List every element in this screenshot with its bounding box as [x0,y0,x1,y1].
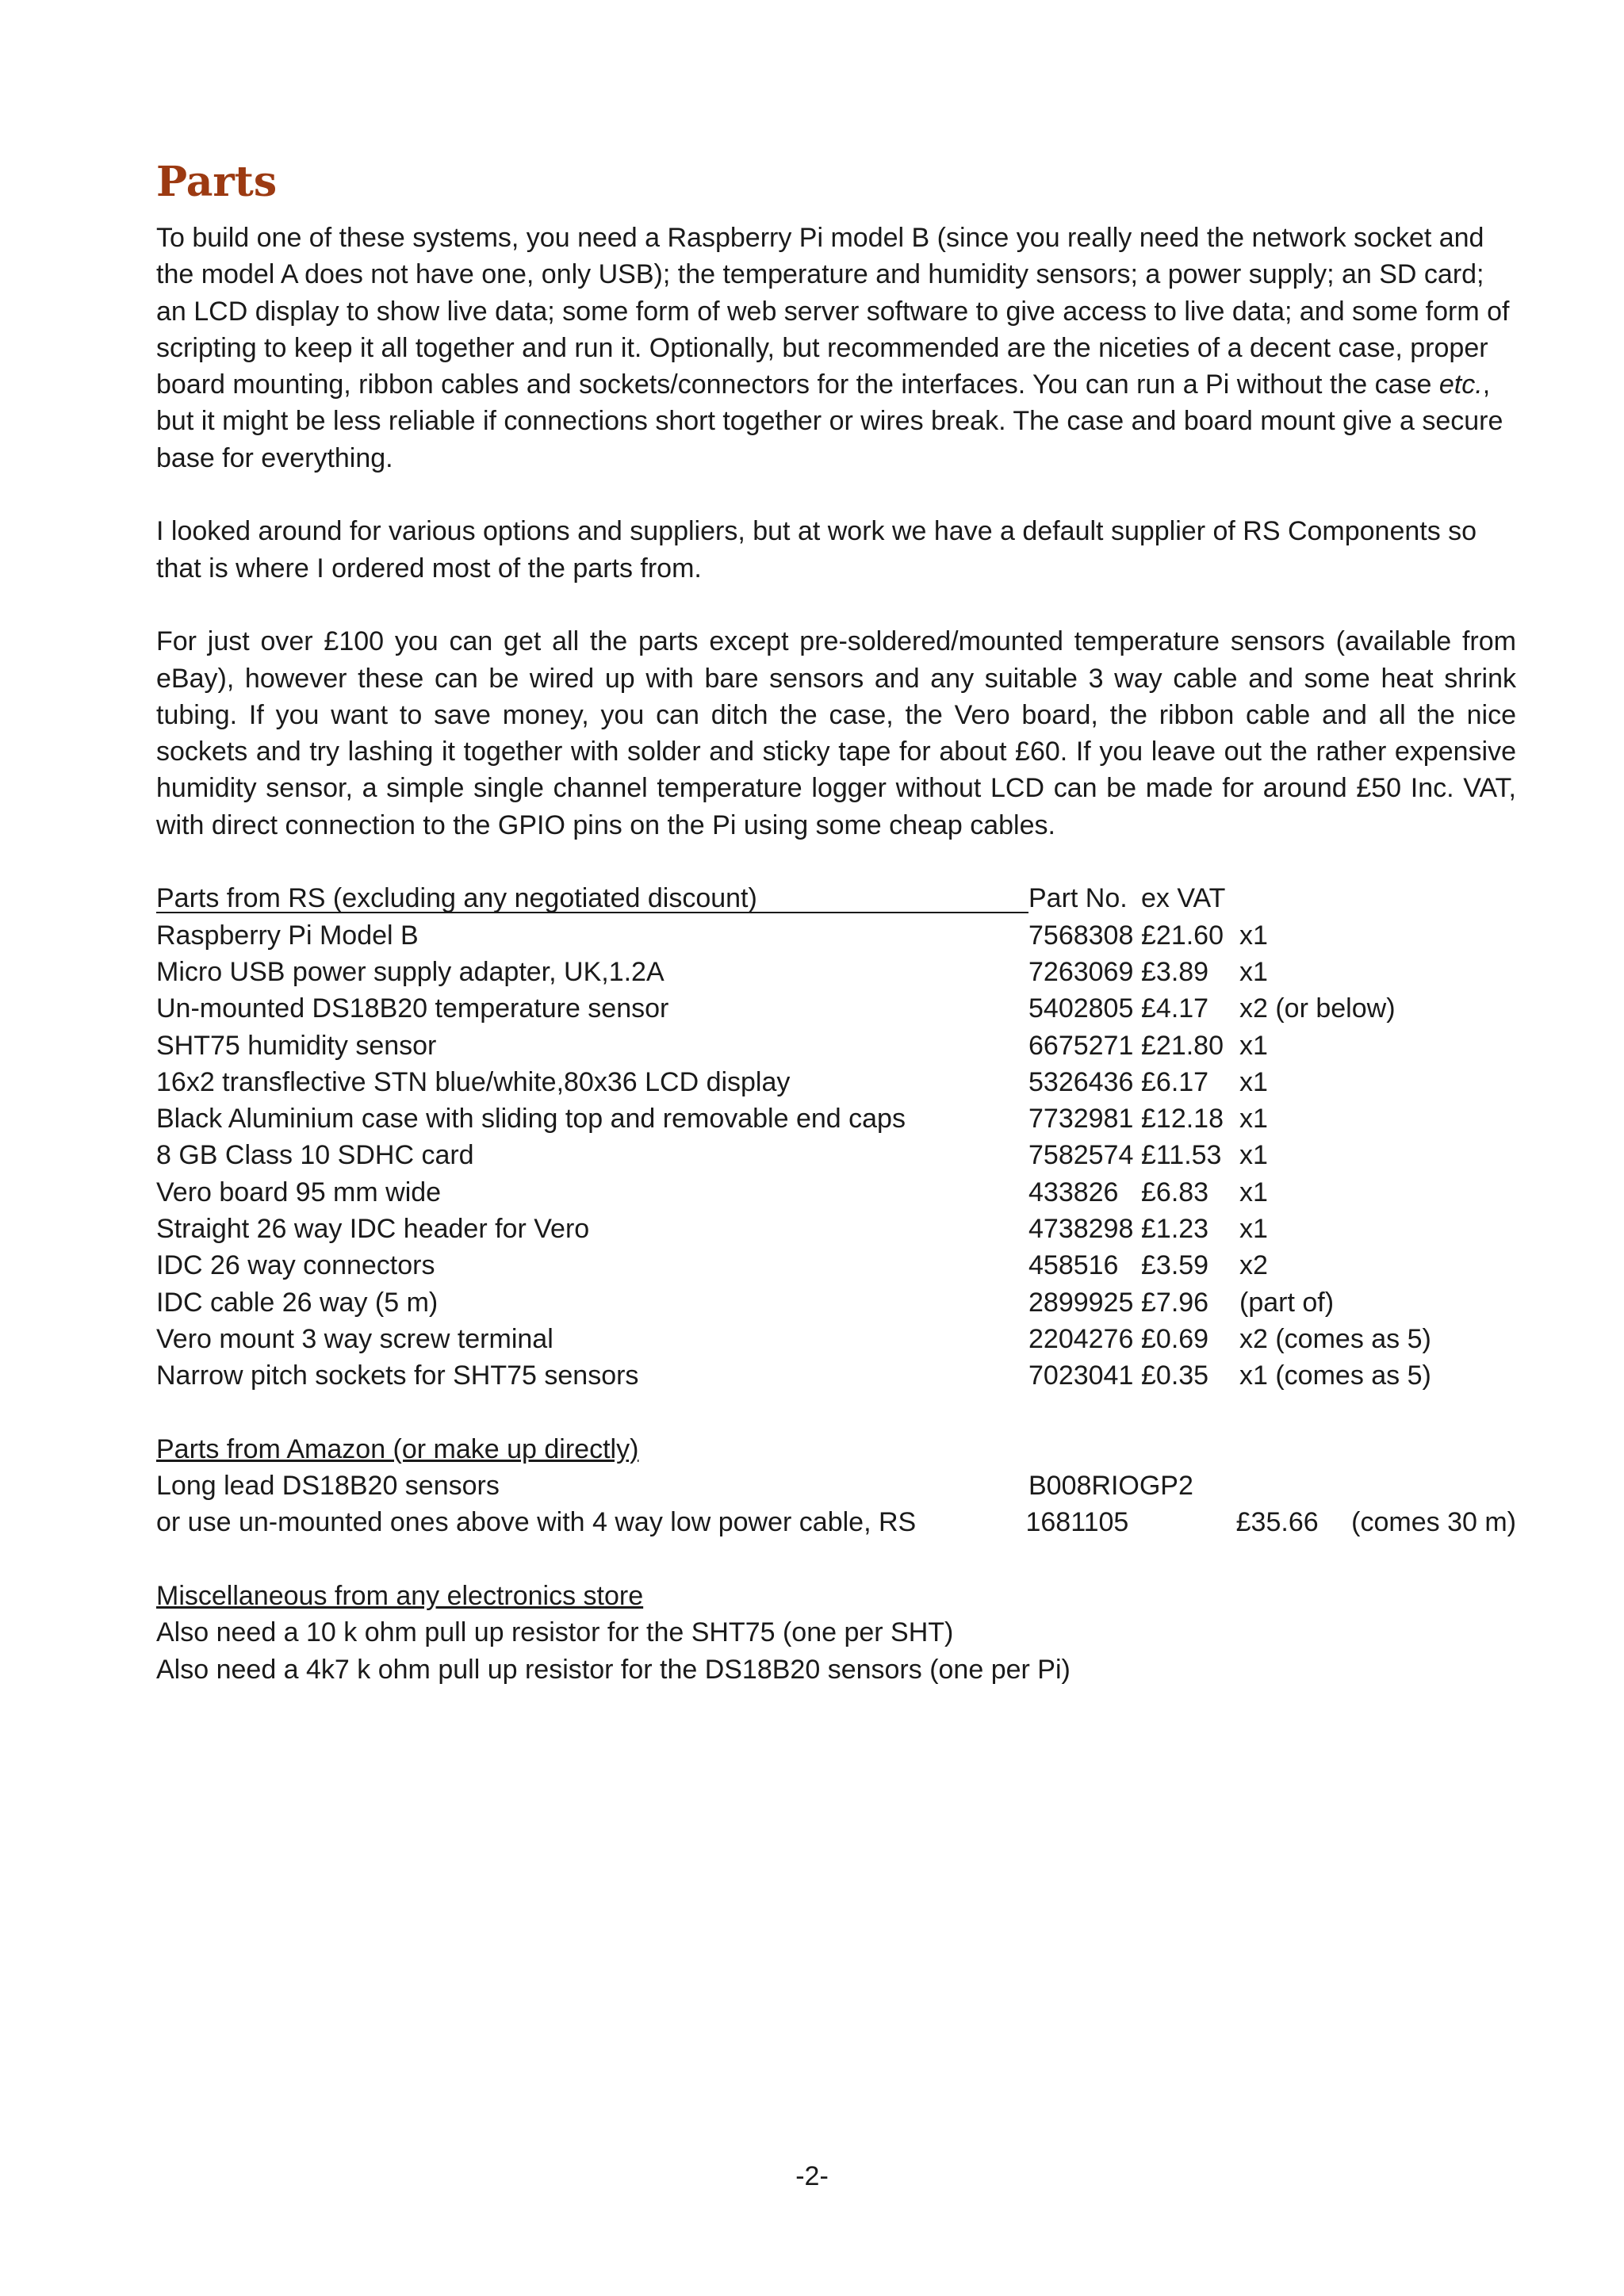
part-price: £21.80 [1141,1030,1224,1061]
part-price: £3.59 [1141,1250,1209,1281]
cost-paragraph: For just over £100 you can get all the parts except pre-soldered/mounted temperature sensors (available from eBay), however these can be wired up with bare sensors and any suitable 3 way cable and some heat shrink tubing. If you want to save money, you can ditch the case, the Vero board, the ribbon cable and all the nice sockets and try lashing it together with solder and sticky tape for about £60. If you leave out the rather expensive humidity sensor, a simple single channel temperature logger without LCD can be made for around £50 Inc. VAT, with direct connection to the GPIO pins on the Pi using some cheap cables. [156,626,1516,840]
misc-lines [156,1614,1516,1688]
part-number: 7582574 [1028,1140,1134,1171]
spacer [156,1395,1516,1431]
part-price: £6.83 [1141,1177,1209,1207]
misc-header: Miscellaneous from any electronics store [156,1580,644,1611]
table-row [156,1468,1516,1504]
rs-header-part: Part No. [1028,883,1128,914]
table-row [156,1137,1516,1173]
part-quantity: x1 [1239,920,1268,951]
table-row [156,954,1516,990]
intro-text-em: etc. [1438,369,1483,400]
part-quantity: (part of) [1239,1287,1335,1318]
part-price: £11.53 [1141,1140,1222,1171]
rs-parts-table [156,880,1516,1394]
part-description: Vero board 95 mm wide [156,1177,442,1207]
table-row [156,990,1516,1027]
intro-paragraph [156,220,1516,476]
part-description: 8 GB Class 10 SDHC card [156,1140,474,1171]
intro-text-b: , but it might be less reliable if connections short together or wires break. The case and board mount give a secure base for everything. [156,369,1503,473]
part-quantity: x1 (comes as 5) [1239,1360,1431,1391]
part-quantity: x2 (or below) [1239,993,1396,1024]
part-number: 5326436 [1028,1066,1134,1097]
part-price: £12.18 [1141,1104,1224,1135]
page-number: -2- [795,2161,829,2191]
section-heading: Parts [156,158,278,206]
part-number: 7023041 [1028,1360,1134,1391]
part-description: Straight 26 way IDC header for Vero [156,1214,590,1245]
table-row [156,1174,1516,1211]
part-number: 6675271 [1028,1030,1134,1061]
intro-text-a: To build one of these systems, you need a Raspberry Pi model B (since you really need the network socket and the model A does not have one, only USB); the temperature and humidity sensors; a power supply; an SD card; an LCD display to show live data; some form of web server software to give access to live data; and some form of scripting to keep it all together and run it. Optionally, but recommended are the niceties of a decent case, proper board mounting, ribbon cables and sockets/connectors for the interfaces. You can run a Pi without the case [156,223,1510,400]
part-description: IDC cable 26 way (5 m) [156,1287,439,1318]
part-quantity: x1 [1239,956,1268,987]
table-row [156,1100,1516,1137]
list-item: Also need a 10 k ohm pull up resistor for the SHT75 (one per SHT) [156,1617,954,1648]
part-note: (comes 30 m) [1351,1507,1516,1538]
part-number: 1681105 [1025,1507,1129,1538]
part-price: £0.69 [1141,1323,1209,1354]
part-number: 5402805 [1028,993,1134,1024]
part-description: Black Aluminium case with sliding top and removable end caps [156,1104,906,1135]
part-number: 4738298 [1028,1214,1134,1245]
part-quantity: x1 [1239,1030,1268,1061]
part-quantity: x1 [1239,1214,1268,1245]
part-price: £7.96 [1141,1287,1209,1318]
amazon-header: Parts from Amazon (or make up directly) [156,1433,639,1464]
amazon-header-row [156,1431,1516,1468]
part-number: 2899925 [1028,1287,1134,1318]
part-quantity: x1 [1239,1177,1268,1207]
misc-parts [156,1578,1516,1688]
spacer [156,1541,1516,1578]
part-price: £35.66 [1235,1507,1319,1538]
table-row [156,1504,1516,1540]
part-description: Un-mounted DS18B20 temperature sensor [156,993,669,1024]
part-number: 2204276 [1028,1323,1134,1354]
document-page [156,157,1516,1688]
part-price: £21.60 [1141,920,1224,951]
part-description: or use un-mounted ones above with 4 way low power cable, RS [156,1507,917,1538]
part-quantity: x2 (comes as 5) [1239,1323,1431,1354]
table-row [156,1247,1516,1284]
part-description: IDC 26 way connectors [156,1250,435,1281]
rs-header-desc: Parts from RS (excluding any negotiated discount) [156,883,757,914]
table-row [156,1357,1516,1394]
rs-table-body [156,917,1516,1395]
part-description: Raspberry Pi Model B [156,920,419,951]
part-description: Micro USB power supply adapter, UK,1.2A [156,956,665,987]
part-price: £4.17 [1141,993,1209,1024]
table-row [156,1064,1516,1100]
table-row [156,1211,1516,1247]
part-description: Narrow pitch sockets for SHT75 sensors [156,1360,639,1391]
part-number: B008RIOGP2 [1028,1471,1193,1502]
table-row [156,1027,1516,1064]
part-number: 7568308 [1028,920,1134,951]
table-row [156,1321,1516,1357]
list-item: Also need a 4k7 k ohm pull up resistor for the DS18B20 sensors (one per Pi) [156,1654,1071,1685]
part-description: Long lead DS18B20 sensors [156,1471,500,1502]
part-price: £0.35 [1141,1360,1209,1391]
part-quantity: x2 [1239,1250,1268,1281]
rs-header-rule [156,912,1028,913]
supplier-paragraph: I looked around for various options and suppliers, but at work we have a default supplier of RS Components so that is where I ordered most of the parts from. [156,516,1477,584]
misc-header-row [156,1578,1516,1614]
part-price: £6.17 [1141,1066,1209,1097]
part-description: SHT75 humidity sensor [156,1030,437,1061]
part-number: 458516 [1028,1250,1119,1281]
part-price: £3.89 [1141,956,1209,987]
part-number: 433826 [1028,1177,1119,1207]
part-number: 7732981 [1028,1104,1134,1135]
amazon-table-body [156,1468,1516,1541]
part-price: £1.23 [1141,1214,1209,1245]
rs-header-price: ex VAT [1141,883,1226,914]
part-number: 7263069 [1028,956,1134,987]
part-quantity: x1 [1239,1104,1268,1135]
part-description: 16x2 transflective STN blue/white,80x36 LCD display [156,1066,791,1097]
amazon-parts-table [156,1431,1516,1541]
part-description: Vero mount 3 way screw terminal [156,1323,553,1354]
table-row [156,1284,1516,1321]
table-row [156,917,1516,954]
part-quantity: x1 [1239,1066,1268,1097]
part-quantity: x1 [1239,1140,1268,1171]
